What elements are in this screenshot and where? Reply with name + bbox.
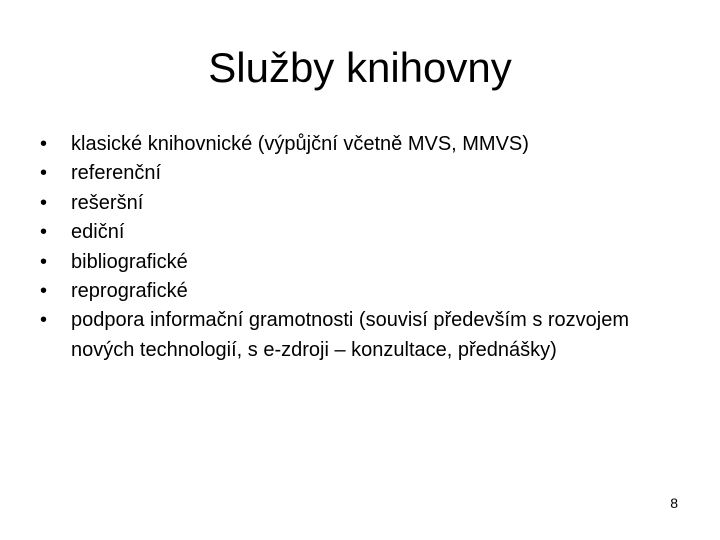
bullet-icon: • xyxy=(40,162,48,185)
list-item xyxy=(40,248,650,277)
bullet-icon: • xyxy=(40,221,48,244)
bullet-list xyxy=(40,130,650,365)
list-item-text: referenční xyxy=(71,162,162,185)
list-item-text: klasické knihovnické (výpůjční včetně MVS, MMVS) xyxy=(71,133,529,155)
bullet-icon: • xyxy=(40,280,48,303)
list-item xyxy=(40,218,650,247)
list-item xyxy=(40,159,650,188)
list-item-text: ediční xyxy=(71,221,125,244)
list-item-text: reprografické xyxy=(71,280,188,303)
list-item-text: rešeršní xyxy=(71,191,144,214)
bullet-icon: • xyxy=(40,191,48,214)
list-item xyxy=(40,130,650,159)
list-item xyxy=(40,277,650,306)
list-item xyxy=(40,306,650,365)
list-item-text: podpora informační gramotnosti (souvisí především s rozvojem nových technologií, s e-zdroji – konzultace, přednášky) xyxy=(71,309,630,361)
list-item xyxy=(40,189,650,218)
slide-title: Služby knihovny xyxy=(208,44,512,91)
bullet-icon: • xyxy=(40,309,48,332)
bullet-icon: • xyxy=(40,133,48,155)
page-number: 8 xyxy=(670,495,678,511)
bullet-icon: • xyxy=(40,250,48,273)
list-item-text: bibliografické xyxy=(71,250,188,273)
